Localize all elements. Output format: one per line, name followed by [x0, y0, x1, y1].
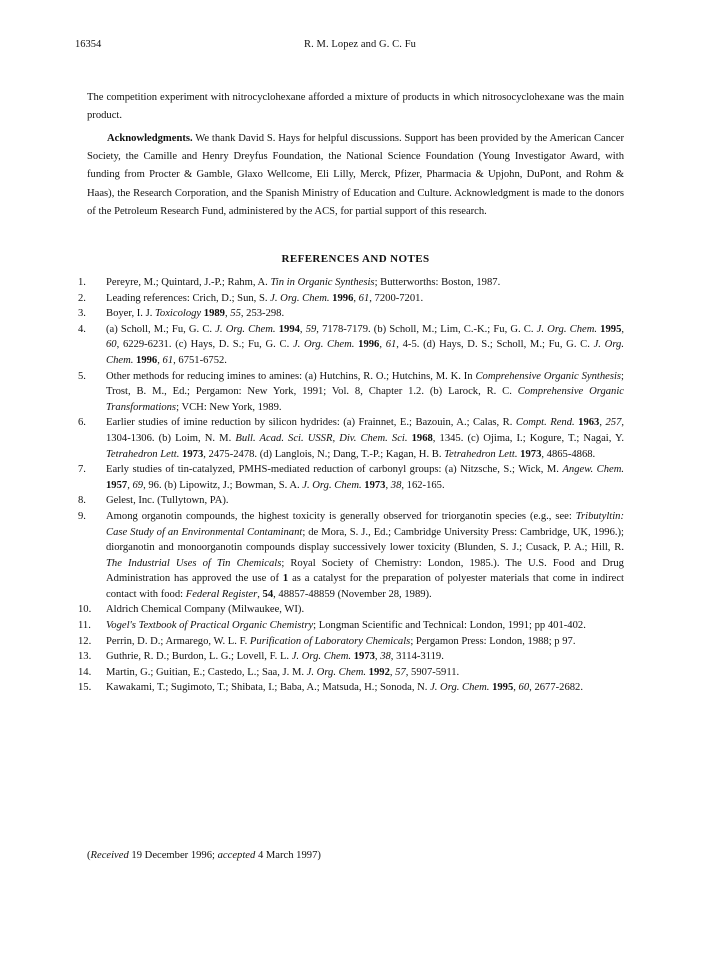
reference-number: 13. [78, 651, 92, 663]
paragraph-acknowledgments [87, 130, 624, 221]
reference-text: Kawakami, T.; Sugimoto, T.; Shibata, I.; Baba, A.; Matsuda, H.; Sonoda, N. J. Org. Chem. 1995, 60, 2677-2682. [106, 682, 583, 694]
references-heading: REFERENCES AND NOTES [281, 253, 430, 265]
received-line [87, 850, 321, 861]
reference-item [78, 602, 624, 618]
reference-text: Leading references: Crich, D.; Sun, S. J. Org. Chem. 1996, 61, 7200-7201. [106, 292, 424, 304]
reference-text: Other methods for reducing imines to amines: (a) Hutchins, R. O.; Hutchins, M. K. In Comprehensive Organic Synthesis; Trost, B. M., Ed.; Pergamon: New York, 1991; Vol. 8, Chapter 1.2. (b) Larock, R. C. Comprehensive Organic Transformations; VCH: New York, 1989. [106, 370, 624, 413]
reference-number: 7. [78, 464, 86, 476]
received-label: Received [90, 850, 129, 861]
reference-number: 1. [78, 277, 86, 288]
reference-number: 12. [78, 635, 92, 647]
accepted-label: accepted [217, 850, 256, 861]
accepted-date: 4 March 1997 [257, 850, 318, 861]
references-list [78, 275, 624, 696]
reference-text: Guthrie, R. D.; Burdon, L. G.; Lovell, F. L. J. Org. Chem. 1973, 38, 3114-3119. [106, 651, 444, 663]
received-close-paren: ) [317, 850, 321, 861]
reference-item [78, 291, 624, 307]
reference-number: 11. [78, 620, 91, 632]
reference-number: 3. [78, 308, 86, 320]
reference-number: 6. [78, 417, 86, 429]
reference-item [78, 649, 624, 665]
reference-number: 8. [78, 495, 86, 507]
reference-text: Pereyre, M.; Quintard, J.-P.; Rahm, A. Tin in Organic Synthesis; Butterworths: Boston, 1987. [106, 277, 501, 288]
reference-item [78, 618, 624, 634]
reference-text: Perrin, D. D.; Armarego, W. L. F. Purification of Laboratory Chemicals; Pergamon Press: London, 1988; p 97. [106, 635, 576, 647]
reference-item [78, 369, 624, 416]
reference-text: Among organotin compounds, the highest toxicity is generally observed for triorganotin species (e.g., see: Tributyltin: Case Study of an Environmental Contaminant; de Mora, S. J., Ed.; Cambridge University Press: Cambridge, UK, 1996.); diorganotin and monoorganotin compounds display successively lower toxicity (Blunden, S. J.; Cusack, P. A.; Hill, R. The Industrial Uses of Tin Chemicals; Royal Society of Chemistry: London, 1985.). The U.S. Food and Drug Administration has approved the use of 1 as a catalyst for the preparation of polyester materials that come in indirect contact with food: Federal Register, 54, 48857-48859 (November 28, 1989). [106, 510, 625, 600]
reference-item [78, 634, 624, 650]
reference-text: (a) Scholl, M.; Fu, G. C. J. Org. Chem. 1994, 59, 7178-7179. (b) Scholl, M.; Lim, C.-K.; Fu, G. C. J. Org. Chem. 1995, 60, 6229-6231. (c) Hays, D. S.; Fu, G. C. J. Org. Chem. 1996, 61, 4-5. (d) Hays, D. S.; Scholl, M.; Fu, G. C. J. Org. Chem. 1996, 61, 6751-6752. [106, 323, 625, 366]
reference-item [78, 322, 624, 369]
reference-number: 2. [78, 292, 86, 304]
reference-item [78, 509, 624, 603]
reference-text: Gelest, Inc. (Tullytown, PA). [106, 495, 229, 507]
received-date: 19 December 1996 [131, 850, 213, 861]
reference-item [78, 665, 624, 681]
acknowledgments-title: Acknowledgments. [107, 133, 193, 144]
page-header [75, 39, 645, 55]
reference-text: Vogel's Textbook of Practical Organic Chemistry; Longman Scientific and Technical: London, 1991; pp 401-402. [106, 620, 586, 632]
reference-item [78, 306, 624, 322]
reference-number: 4. [78, 323, 86, 335]
reference-number: 5. [78, 370, 86, 382]
reference-number: 15. [78, 682, 92, 694]
reference-text: Boyer, I. J. Toxicology 1989, 55, 253-298. [106, 308, 285, 320]
paragraph-competition: The competition experiment with nitrocyclohexane afforded a mixture of products in which nitrosocyclohexane was the main product. [87, 92, 624, 122]
reference-item [78, 680, 624, 696]
running-head: R. M. Lopez and G. C. Fu [303, 39, 417, 50]
reference-number: 14. [78, 666, 92, 678]
reference-item [78, 493, 624, 509]
reference-item [78, 415, 624, 462]
reference-item [78, 462, 624, 493]
reference-text: Aldrich Chemical Company (Milwaukee, WI). [106, 604, 305, 616]
acknowledgments-body: We thank David S. Hays for helpful discussions. Support has been provided by the American Cancer Society, the Camille and Henry Dreyfus Foundation, the National Science Foundation (Young Investigator Award, with funding from Procter & Gamble, Glaxo Wellcome, Eli Lilly, Merck, Pfizer, Pharmacia & Upjohn, DuPont, and Rohm & Haas), the Research Corporation, and the Spanish Ministry of Education and Culture. Acknowledgment is made to the donors of the Petroleum Research Fund, administered by the ACS, for partial support of this research. [87, 133, 624, 217]
reference-number: 9. [78, 510, 86, 522]
reference-text: Martin, G.; Guitian, E.; Castedo, L.; Saa, J. M. J. Org. Chem. 1992, 57, 5907-5911. [106, 666, 460, 678]
reference-item [78, 275, 624, 291]
received-open-paren: ( [87, 850, 91, 861]
reference-number: 10. [78, 604, 92, 616]
reference-text: Earlier studies of imine reduction by silicon hydrides: (a) Frainnet, E.; Bazouin, A.; Calas, R. Compt. Rend. 1963, 257, 1304-1306. (b) Loim, N. M. Bull. Acad. Sci. USSR, Div. Chem. Sci. 1968, 1345. (c) Ojima, I.; Kogure, T.; Nagai, Y. Tetrahedron Lett. 1973, 2475-2478. (d) Langlois, N.; Dang, T.-P.; Kagan, H. B. Tetrahedron Lett. 1973, 4865-4868. [106, 417, 625, 460]
received-separator: ; [212, 850, 218, 861]
reference-text: Early studies of tin-catalyzed, PMHS-mediated reduction of carbonyl groups: (a) Nitzsche, S.; Wick, M. Angew. Chem. 1957, 69, 96. (b) Lipowitz, J.; Bowman, S. A. J. Org. Chem. 1973, 38, 162-165. [106, 464, 624, 491]
page-number: 16354 [75, 39, 102, 50]
